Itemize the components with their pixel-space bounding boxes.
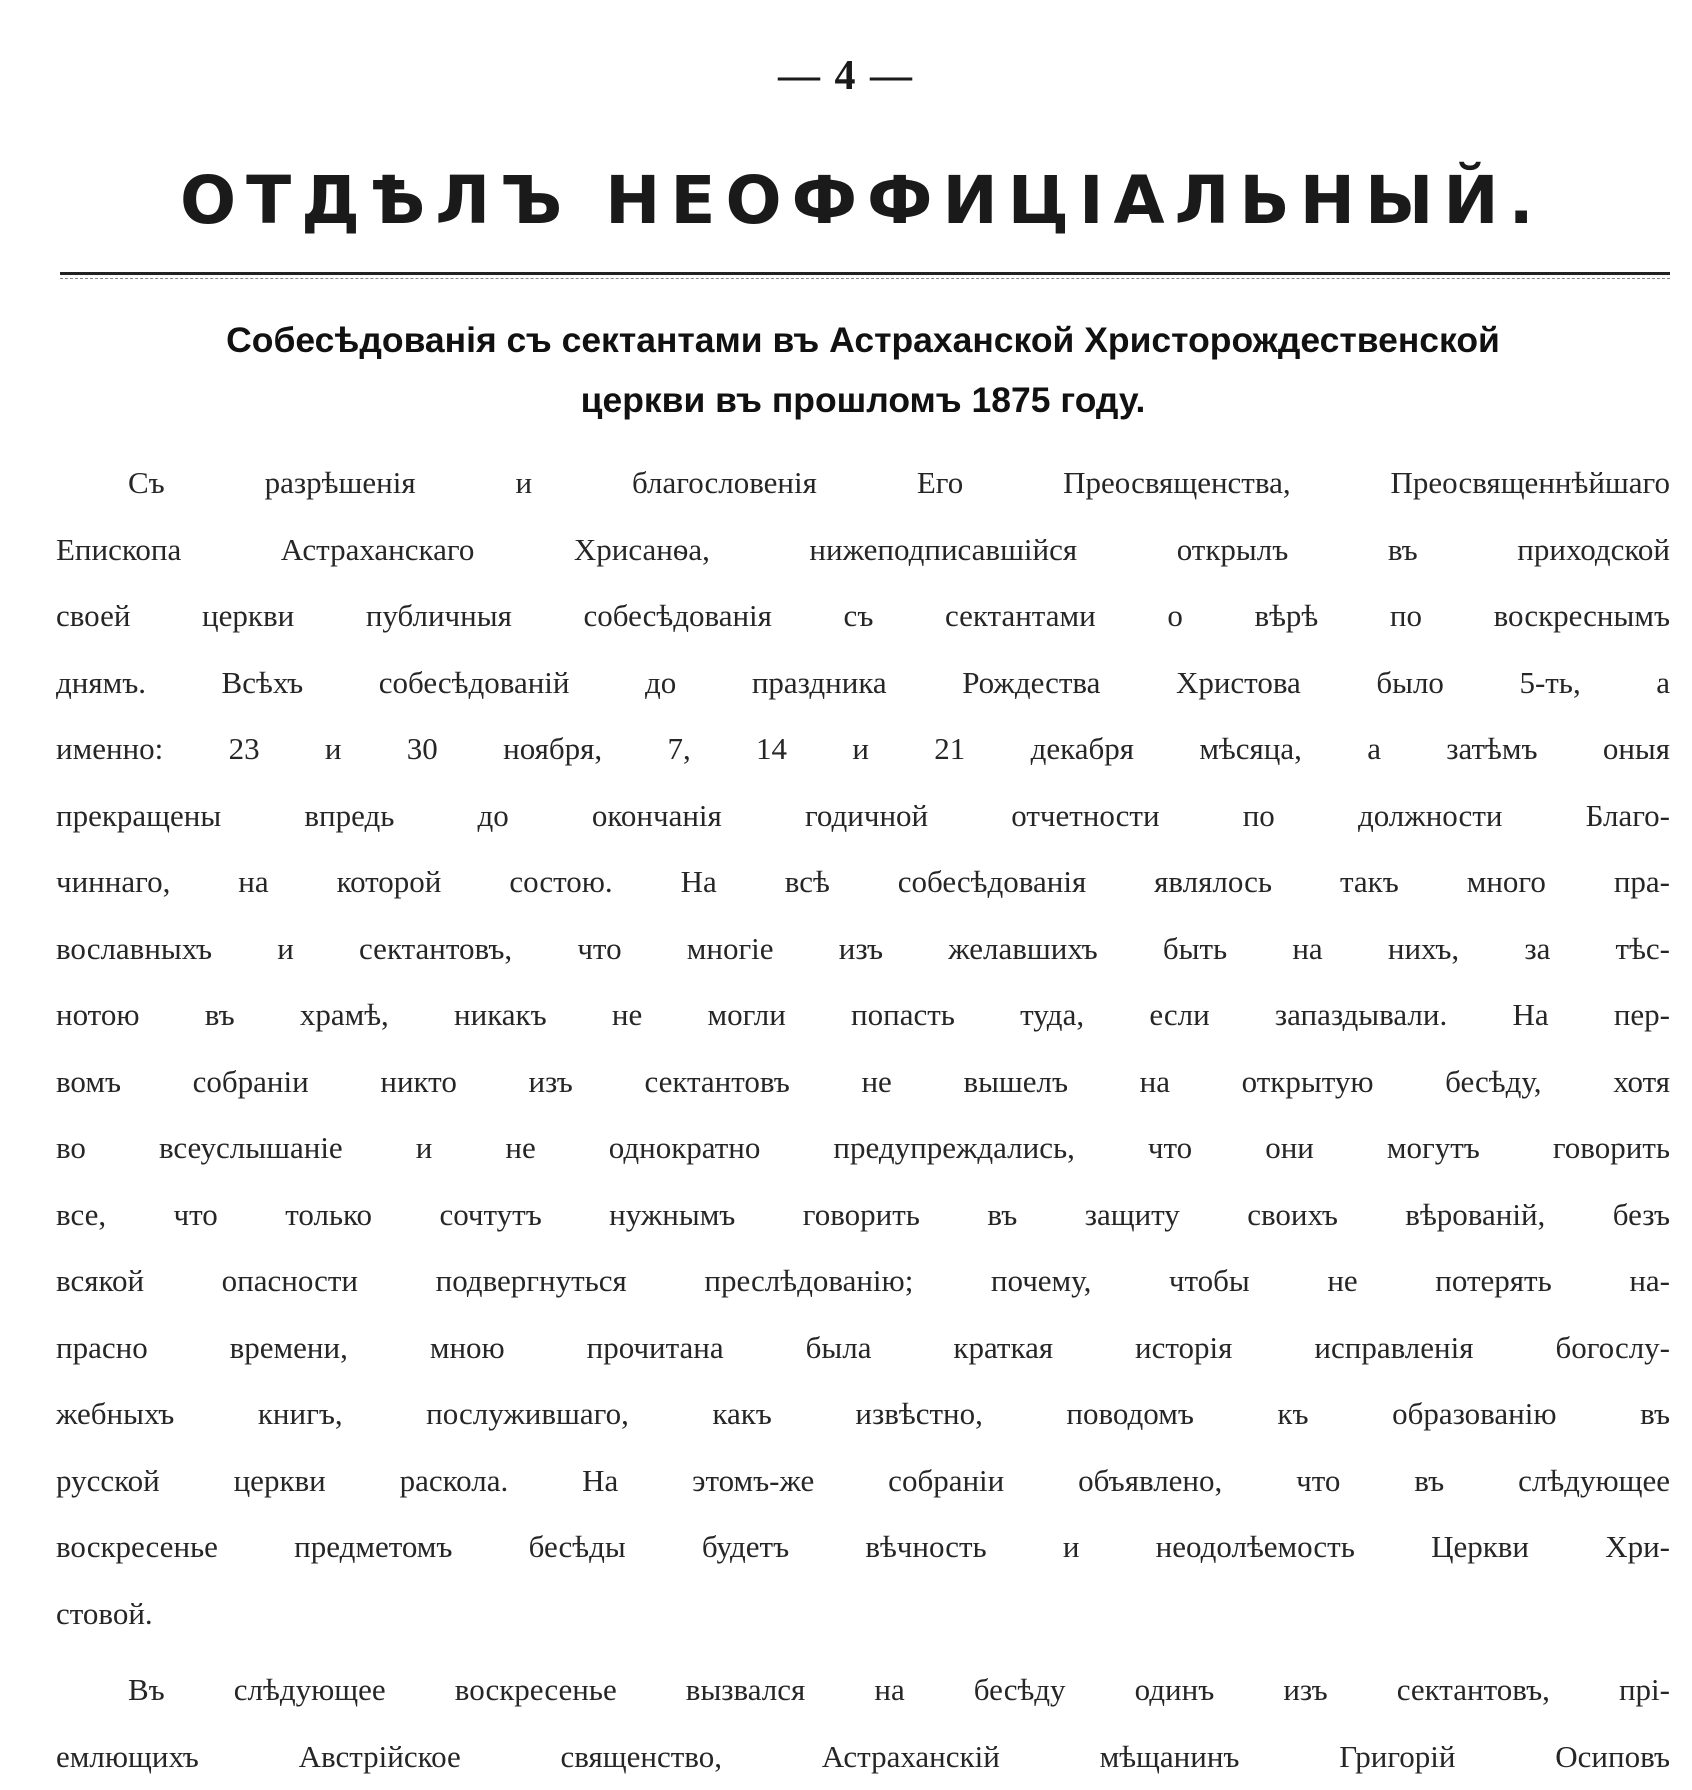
body-line: емлющихъ Австрійское священство, Астраханскій мѣщанинъ Григорій Осиповъ	[56, 1724, 1670, 1790]
body-line: Въ слѣдующее воскресенье вызвался на бесѣду одинъ изъ сектантовъ, прі-	[56, 1657, 1670, 1724]
body-line: жебныхъ книгъ, послужившаго, какъ извѣстно, поводомъ къ образованію въ	[56, 1381, 1670, 1448]
paragraph-gap	[56, 1647, 1670, 1657]
body-line: всякой опасности подвергнуться преслѣдованію; почему, чтобы не потерять на-	[56, 1248, 1670, 1315]
body-line: вомъ собраніи никто изъ сектантовъ не вышелъ на открытую бесѣду, хотя	[56, 1049, 1670, 1116]
body-line: стовой.	[56, 1581, 1670, 1648]
title-rule	[60, 272, 1670, 275]
body-line: все, что только сочтутъ нужнымъ говорить въ защиту своихъ вѣрованій, безъ	[56, 1182, 1670, 1249]
body-line: Съ разрѣшенія и благословенія Его Преосвященства, Преосвященнѣйшаго	[56, 450, 1670, 517]
body-line: вославныхъ и сектантовъ, что многіе изъ желавшихъ быть на нихъ, за тѣс-	[56, 916, 1670, 983]
article-body	[56, 450, 1670, 1790]
page-number: — 4 —	[0, 52, 1692, 100]
article-heading	[56, 310, 1670, 430]
body-line: прекращены впредь до окончанія годичной отчетности по должности Благо-	[56, 783, 1670, 850]
body-line: прасно времени, мною прочитана была краткая исторія исправленія богослу-	[56, 1315, 1670, 1382]
article-heading-line: церкви въ прошломъ 1875 году.	[56, 370, 1670, 430]
body-line: во всеуслышаніе и не однократно предупреждались, что они могутъ говорить	[56, 1115, 1670, 1182]
title-rule-secondary	[60, 278, 1670, 279]
body-line: чиннаго, на которой состою. На всѣ собесѣдованія являлось такъ много пра-	[56, 849, 1670, 916]
body-line: воскресенье предметомъ бесѣды будетъ вѣчность и неодолѣемость Церкви Хри-	[56, 1514, 1670, 1581]
body-line: Епископа Астраханскаго Хрисанѳа, нижеподписавшійся открылъ въ приходской	[56, 517, 1670, 584]
body-line: нотою въ храмѣ, никакъ не могли попасть туда, если запаздывали. На пер-	[56, 982, 1670, 1049]
body-line: именно: 23 и 30 ноября, 7, 14 и 21 декабря мѣсяца, а затѣмъ оныя	[56, 716, 1670, 783]
section-title: ОТДѢЛЪ НЕОФФИЦІАЛЬНЫЙ.	[180, 168, 1520, 234]
body-line: русской церкви раскола. На этомъ-же собраніи объявлено, что въ слѣдующее	[56, 1448, 1670, 1515]
article-heading-line: Собесѣдованія съ сектантами въ Астраханской Христорождественской	[56, 310, 1670, 370]
body-line: днямъ. Всѣхъ собесѣдованій до праздника Рождества Христова было 5-ть, а	[56, 650, 1670, 717]
body-line: своей церкви публичныя собесѣдованія съ сектантами о вѣрѣ по воскреснымъ	[56, 583, 1670, 650]
